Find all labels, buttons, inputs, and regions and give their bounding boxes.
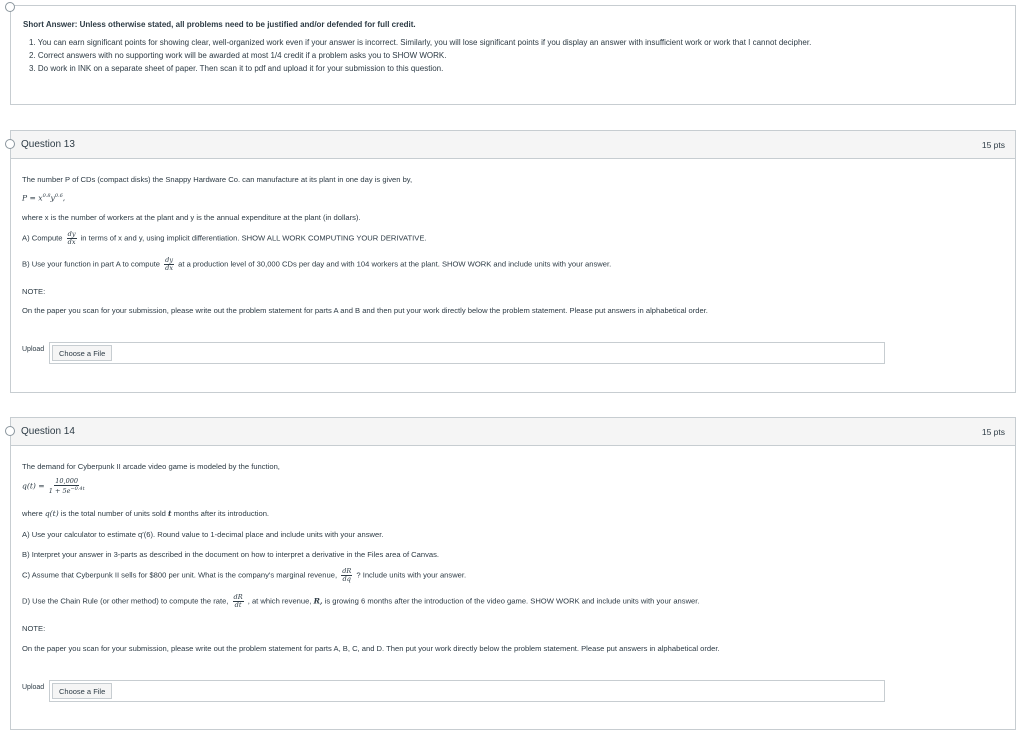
- frac-numerator: dy: [165, 256, 173, 264]
- part-b-suffix: at a production level of 30,000 CDs per day and with 104 workers at the plant. SHOW WORK and include units with your answer.: [178, 259, 612, 269]
- instructions-title: Short Answer: Unless otherwise stated, all problems need to be justified and/or defended for full credit.: [23, 20, 416, 29]
- question-13-header: [11, 131, 1015, 159]
- formula-denominator: 1 + 5e: [48, 487, 71, 496]
- note-label: NOTE:: [22, 624, 46, 633]
- question-14-card: [10, 417, 1016, 730]
- question-text: The demand for Cyberpunk II arcade video game is modeled by the function,: [22, 462, 280, 471]
- note-text: On the paper you scan for your submission, please write out the problem statement for parts A and B and then put your work directly below the problem statement. Please put answers in alphabetical order.: [22, 306, 708, 315]
- where-prefix: where: [22, 509, 43, 518]
- frac-numerator: dy: [67, 230, 76, 238]
- part-d-prefix: D) Use the Chain Rule (or other method) to compute the rate,: [22, 596, 229, 606]
- file-upload-field[interactable]: [49, 680, 885, 702]
- question-text: The number P of CDs (compact disks) the Snappy Hardware Co. can manufacture at its plant in one day is given by,: [22, 175, 413, 184]
- part-a-text: [22, 231, 427, 246]
- where-suffix: months after its introduction.: [173, 509, 270, 518]
- derivative-fraction: [233, 594, 244, 609]
- formula-lhs: q(t) =: [22, 481, 45, 491]
- note-text: On the paper you scan for your submission, please write out the problem statement for parts A, B, C, and D. Then put your work directly below the problem statement. Please put answers in alphabetical order.: [22, 644, 720, 653]
- frac-denominator: dx: [165, 264, 173, 272]
- part-d-text: [22, 594, 700, 609]
- part-c-suffix: ? Include units with your answer.: [356, 570, 467, 580]
- question-marker-icon: [5, 2, 15, 12]
- demand-formula: [22, 478, 87, 495]
- instruction-item: 1. You can earn significant points for showing clear, well-organized work even if your answer is incorrect. Similarly, you will lose significant points if you display an answer with insufficient work or work that I cannot decipher.: [29, 38, 812, 47]
- question-points: 15 pts: [981, 139, 1005, 150]
- part-a-suffix: in terms of x and y, using implicit differentiation. SHOW ALL WORK COMPUTING YOUR DERIVATIVE.: [80, 233, 427, 243]
- formula-variable: y: [50, 193, 55, 203]
- derivative-fraction: [67, 231, 77, 246]
- frac-numerator: dR: [233, 593, 243, 601]
- question-13-card: [10, 130, 1016, 393]
- formula-exponent: 0.6: [54, 193, 63, 199]
- upload-label: Upload: [22, 346, 45, 353]
- instruction-item: 2. Correct answers with no supporting work will be awarded at most 1/4 credit if a problem asks you to SHOW WORK.: [29, 51, 447, 60]
- frac-numerator: 10,000: [55, 477, 79, 485]
- question-marker-icon: [5, 426, 15, 436]
- formula-exponent: 0.8: [42, 193, 51, 199]
- frac-denominator: dq: [342, 575, 351, 583]
- part-b-prefix: B) Use your function in part A to compute: [22, 259, 161, 269]
- part-b-text: B) Interpret your answer in 3-parts as described in the document on how to interpret a derivative in the Files area of Canvas.: [22, 550, 440, 559]
- question-text: [22, 509, 269, 518]
- question-text: where x is the number of workers at the plant and y is the annual expenditure at the plant (in dollars).: [22, 213, 361, 222]
- note-label: NOTE:: [22, 287, 46, 296]
- formula-exponent: −0.4t: [70, 486, 85, 492]
- question-marker-icon: [5, 139, 15, 149]
- demand-fraction: [49, 478, 85, 495]
- derivative-fraction: [341, 568, 352, 583]
- question-points: 15 pts: [981, 426, 1005, 437]
- question-title: Question 14: [21, 426, 75, 437]
- part-d-suffix: is growing 6 months after the introduction of the video game. SHOW WORK and include units with your answer.: [324, 596, 700, 606]
- frac-numerator: dR: [342, 567, 352, 575]
- frac-denominator: [49, 486, 85, 495]
- formula-lhs: P = x: [22, 193, 43, 203]
- instruction-item: 3. Do work in INK on a separate sheet of paper. Then scan it to pdf and upload it for your submission to this question.: [29, 64, 444, 73]
- part-a-text: A) Use your calculator to estimate q′(6). Round value to 1-decimal place and include units with your answer.: [22, 530, 384, 539]
- where-middle: is the total number of units sold: [60, 509, 166, 518]
- part-c-text: [22, 568, 466, 583]
- part-b-text: [22, 257, 611, 272]
- part-d-variable: R,: [313, 596, 323, 606]
- instructions-card: [10, 5, 1016, 105]
- question-14-header: [11, 418, 1015, 446]
- choose-file-button[interactable]: Choose a File: [52, 683, 112, 699]
- part-a-prefix: A) Compute: [22, 233, 63, 243]
- derivative-fraction: [164, 257, 174, 272]
- frac-denominator: dt: [234, 601, 242, 609]
- part-d-middle: , at which revenue,: [247, 596, 312, 606]
- upload-label: Upload: [22, 684, 45, 691]
- choose-file-button[interactable]: Choose a File: [52, 345, 112, 361]
- production-formula: [22, 193, 65, 203]
- where-variable: t: [168, 509, 172, 518]
- part-c-prefix: C) Assume that Cyberpunk II sells for $800 per unit. What is the company's marginal revenue,: [22, 570, 338, 580]
- frac-denominator: dx: [67, 238, 76, 246]
- instructions-list: [23, 38, 1003, 73]
- where-function: q(t): [44, 509, 59, 518]
- formula-tail: ,: [62, 193, 66, 203]
- file-upload-field[interactable]: [49, 342, 885, 364]
- question-title: Question 13: [21, 139, 75, 150]
